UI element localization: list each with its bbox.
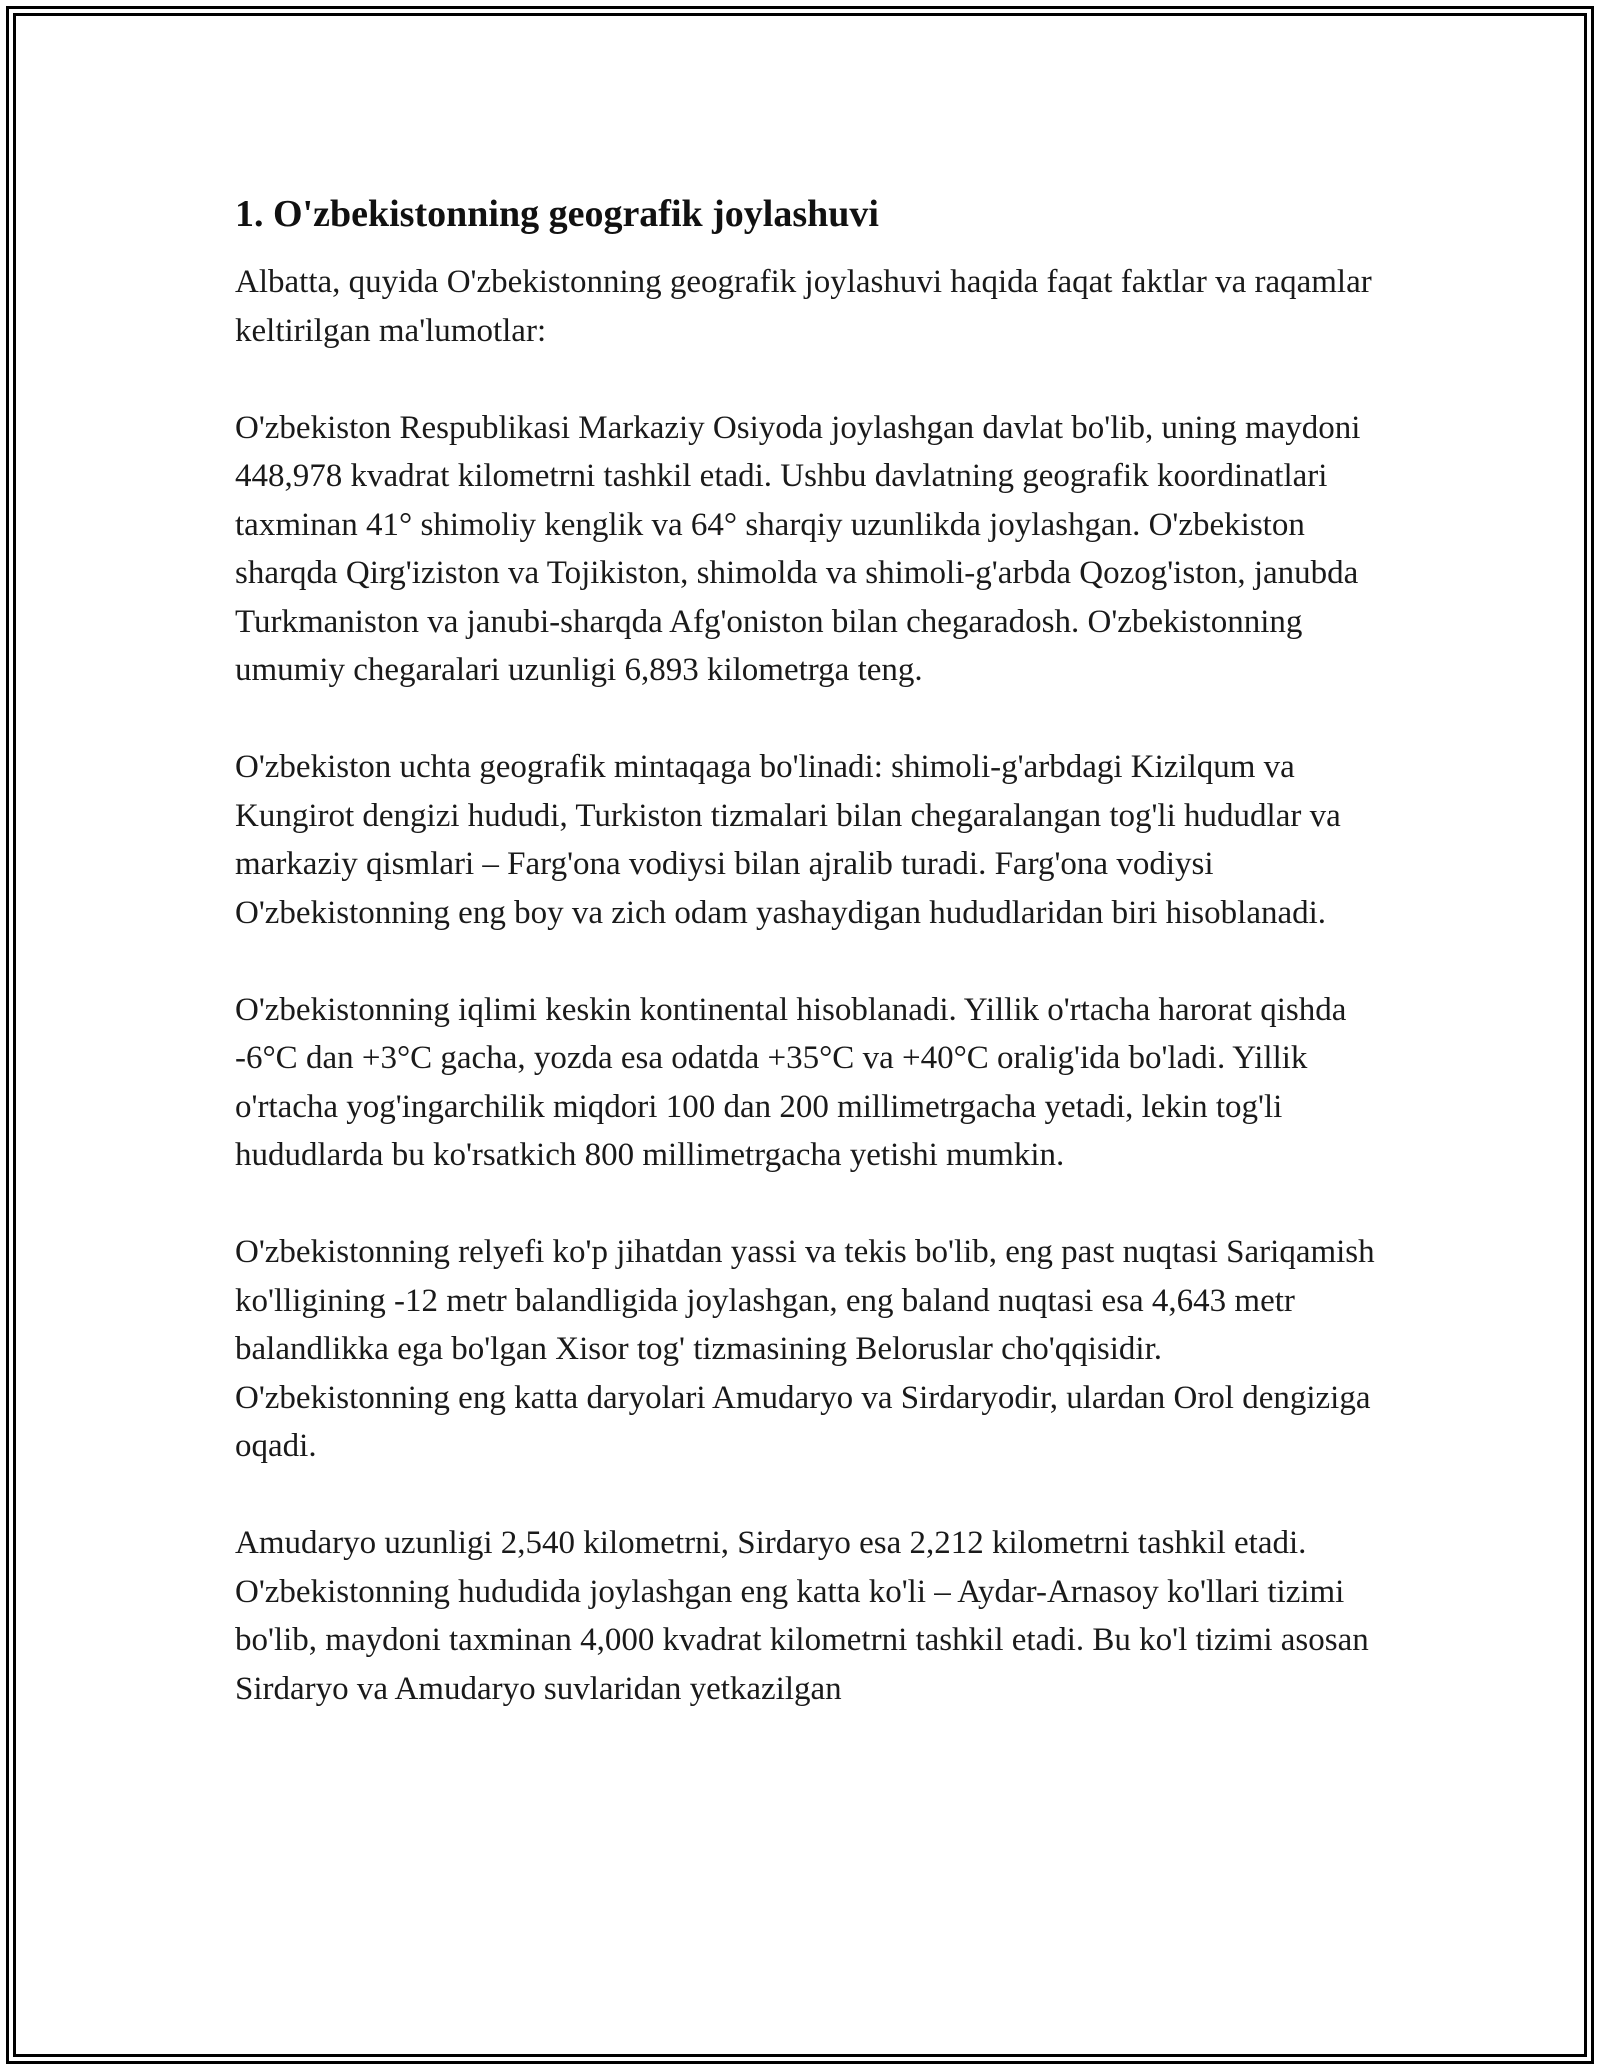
paragraph-regions: O'zbekiston uchta geografik mintaqaga bo'linadi: shimoli-g'arbdagi Kizilqum va Kungirot dengizi hududi, Turkiston tizmalari bilan chegaralangan tog'li hududlar va markaziy qismlari – Farg'ona vodiysi bilan ajralib turadi. Farg'ona vodiysi O'zbekistonning eng boy va zich odam yashaydigan hududlaridan biri hisoblanadi.: [235, 749, 1341, 931]
document-title: 1. O'zbekistonning geografik joylashuvi: [235, 193, 879, 235]
paragraph-intro: Albatta, quyida O'zbekistonning geografik joylashuvi haqida faqat faktlar va raqamlar keltirilgan ma'lumotlar:: [235, 264, 1372, 349]
paragraph-location: O'zbekiston Respublikasi Markaziy Osiyoda joylashgan davlat bo'lib, uning maydoni 448,978 kvadrat kilometrni tashkil etadi. Ushbu davlatning geografik koordinatlari taxminan 41° shimoliy kenglik va 64° sharqiy uzunlikda joylashgan. O'zbekiston sharqda Qirg'iziston va Tojikiston, shimolda va shimoli-g'arbda Qozog'iston, janubda Turkmaniston va janubi-sharqda Afg'oniston bilan chegaradosh. O'zbekistonning umumiy chegaralari uzunligi 6,893 kilometrga teng.: [235, 409, 1361, 688]
paragraph-rivers-lakes: Amudaryo uzunligi 2,540 kilometrni, Sirdaryo esa 2,212 kilometrni tashkil etadi. O'zbekistonning hududida joylashgan eng katta ko'li – Aydar-Arnasoy ko'llari tizimi bo'lib, maydoni taxminan 4,000 kvadrat kilometrni tashkil etadi. Bu ko'l tizimi asosan Sirdaryo va Amudaryo suvlaridan yetkazilgan: [235, 1525, 1369, 1707]
paragraph-relief: O'zbekistonning relyefi ko'p jihatdan yassi va tekis bo'lib, eng past nuqtasi Sariqamish ko'lligining -12 metr balandligida joylashgan, eng baland nuqtasi esa 4,643 metr balandlikka ega bo'lgan Xisor tog' tizmasining Beloruslar cho'qqisidir. O'zbekistonning eng katta daryolari Amudaryo va Sirdaryodir, ulardan Orol dengiziga oqadi.: [235, 1234, 1375, 1464]
document-body: [235, 190, 1380, 1762]
paragraph-climate: O'zbekistonning iqlimi keskin kontinental hisoblanadi. Yillik o'rtacha harorat qishda -6°C dan +3°C gacha, yozda esa odatda +35°C va +40°C oralig'ida bo'ladi. Yillik o'rtacha yog'ingarchilik miqdori 100 dan 200 millimetrgacha yetadi, lekin tog'li hududlarda bu ko'rsatkich 800 millimetrgacha yetishi mumkin.: [235, 991, 1347, 1173]
